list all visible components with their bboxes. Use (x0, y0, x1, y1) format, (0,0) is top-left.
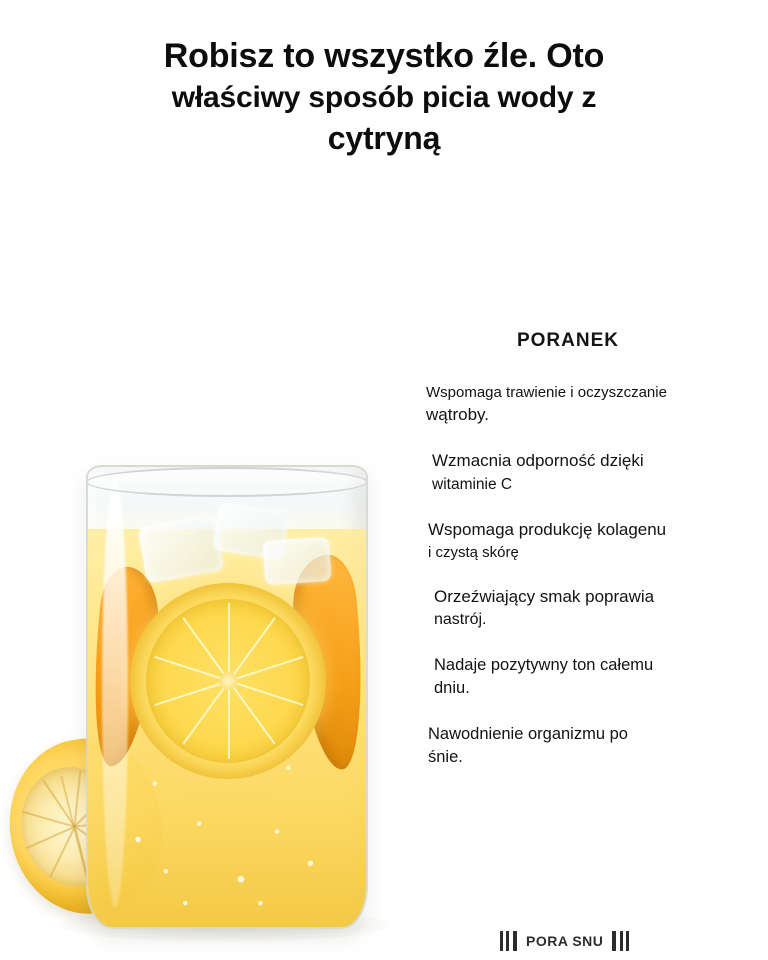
watermark-bars-right-icon (607, 931, 629, 951)
benefit-line-1: Nawodnienie organizmu po (428, 724, 628, 743)
benefit-item (418, 518, 748, 563)
ice-cube (263, 537, 332, 585)
benefit-line-2: śnie. (428, 748, 463, 767)
benefit-item (418, 654, 748, 701)
glass-highlight (102, 477, 128, 907)
benefit-line-2: dniu. (434, 679, 470, 698)
watermark (500, 928, 650, 954)
lemon-slice-pulp (146, 599, 310, 763)
section-title: PORANEK (516, 330, 619, 351)
watermark-bars-left-icon (500, 931, 522, 951)
benefits-panel (418, 330, 748, 792)
benefit-line-2: nastrój. (434, 611, 487, 629)
benefit-line-2: wątroby. (426, 405, 489, 425)
page-title (0, 36, 768, 157)
benefit-line-2: i czystą skórę (428, 543, 519, 561)
glass-rim (86, 467, 368, 497)
benefit-line-1: Orzeźwiający smak poprawia (434, 586, 655, 606)
watermark-text: PORA SNU (526, 933, 604, 949)
benefit-item (418, 382, 748, 427)
benefit-item (418, 585, 748, 632)
lemon-slice (130, 583, 326, 779)
benefit-item (418, 449, 748, 495)
title-line-1: Robisz to wszystko źle. Oto (163, 37, 605, 75)
title-line-2: właściwy sposób picia wody z (171, 81, 597, 115)
benefit-line-1: Wspomaga trawienie i oczyszczanie (426, 384, 667, 401)
benefit-line-1: Nadaje pozytywny ton całemu (434, 655, 654, 674)
title-line-3: cytryną (327, 119, 441, 156)
benefit-line-2: witaminie C (432, 475, 513, 493)
benefit-line-1: Wspomaga produkcję kolagenu (428, 519, 667, 539)
drinking-glass (86, 465, 368, 929)
benefit-line-1: Wzmacnia odporność dzięki (432, 451, 644, 471)
benefit-item (418, 723, 748, 770)
drink-photo (0, 370, 430, 960)
lemon-slice-center (219, 672, 237, 690)
